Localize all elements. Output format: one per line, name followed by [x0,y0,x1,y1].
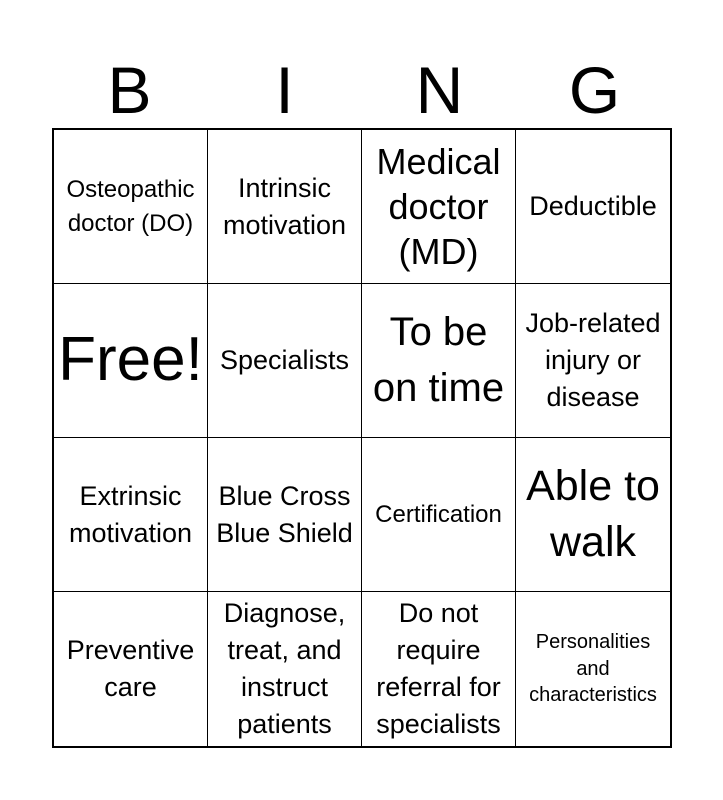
cell-label: Able to walk [526,462,660,566]
bingo-cell[interactable] [208,438,362,592]
cell-label: Diagnose, treat, and instruct patients [223,598,346,739]
free-space-cell[interactable] [54,284,208,438]
header-letter-i: I [275,53,294,127]
bingo-cell[interactable] [54,592,208,746]
cell-label: Intrinsic motivation [222,172,347,240]
free-space-label: Free! [58,325,203,395]
cell-label: Personalities and characteristics [529,631,657,707]
cell-label: Blue Cross Blue Shield [216,480,353,548]
bingo-cell[interactable] [516,284,670,438]
cell-label: Do not require referral for specialists [376,598,501,739]
cell-label: Preventive care [66,635,195,702]
header-letter-g: G [568,53,621,127]
cell-label: Job-related injury or disease [525,308,661,412]
bingo-cell[interactable] [362,592,516,746]
bingo-cell[interactable] [362,284,516,438]
bingo-cell[interactable] [54,438,208,592]
bingo-board [52,128,672,748]
bingo-cell[interactable] [208,130,362,284]
cell-label: Certification [375,500,502,528]
bingo-cell[interactable] [516,438,670,592]
bingo-cell[interactable] [54,130,208,284]
bingo-cell[interactable] [208,592,362,746]
bingo-cell[interactable] [362,130,516,284]
cell-label: Osteopathic doctor (DO) [66,176,195,237]
cell-label: Medical doctor (MD) [376,141,501,272]
bingo-cell[interactable] [516,592,670,746]
bingo-cell[interactable] [208,284,362,438]
cell-label: To be on time [372,310,505,410]
cell-label: Extrinsic motivation [68,480,193,548]
bingo-cell[interactable] [362,438,516,592]
cell-label: Deductible [529,191,657,221]
header-letter-n: N [415,53,464,127]
header-letter-b: B [107,53,152,127]
bingo-header [52,52,672,128]
bingo-cell[interactable] [516,130,670,284]
cell-label: Specialists [219,345,350,375]
